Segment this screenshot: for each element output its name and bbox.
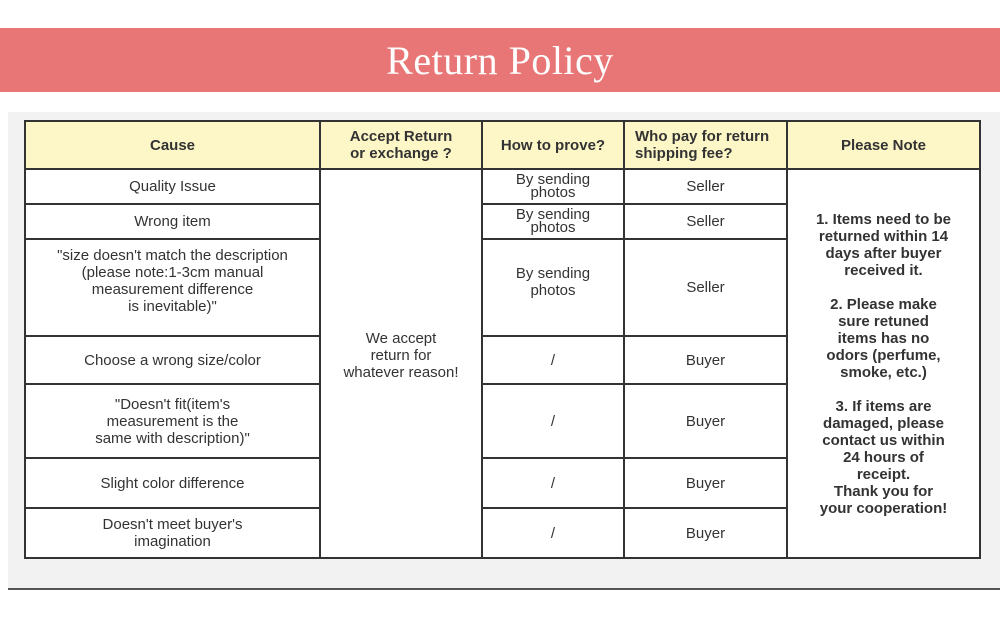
prove-cell: / [482, 508, 624, 558]
prove-cell [482, 239, 624, 336]
page-title: Return Policy [386, 37, 614, 83]
prove-cell: / [482, 384, 624, 458]
table-row [25, 169, 980, 204]
prove-text: By sending photos [515, 170, 591, 201]
cause-cell: Doesn't meet buyer's imagination [25, 508, 320, 558]
who-pays-cell: Buyer [624, 336, 787, 384]
cause-cell: Choose a wrong size/color [25, 336, 320, 384]
accept-cell [320, 169, 482, 558]
header-accept: Accept Return or exchange ? [320, 121, 482, 169]
return-policy-table [24, 120, 981, 559]
title-banner [0, 28, 1000, 92]
header-row [25, 121, 980, 169]
who-pays-cell: Seller [624, 239, 787, 336]
header-cause: Cause [25, 121, 320, 169]
cause-cell: Slight color difference [25, 458, 320, 508]
cause-cell: "size doesn't match the description (please note:1-3cm manual measurement difference is inevitable)" [25, 239, 320, 336]
prove-cell [482, 169, 624, 204]
prove-cell [482, 204, 624, 239]
prove-text: By sending photos [515, 264, 591, 299]
who-pays-cell: Seller [624, 169, 787, 204]
prove-cell: / [482, 336, 624, 384]
who-pays-cell: Buyer [624, 384, 787, 458]
who-pays-cell: Buyer [624, 508, 787, 558]
note-cell: 1. Items need to be returned within 14 days after buyer received it. 2. Please make sure retuned items has no odors (perfume, smoke, etc.) 3. If items are damaged, please contact us within 24 hours of receipt. Thank you for your cooperation! [787, 169, 980, 558]
cause-cell: "Doesn't fit(item's measurement is the same with description)" [25, 384, 320, 458]
who-pays-cell: Seller [624, 204, 787, 239]
header-note: Please Note [787, 121, 980, 169]
prove-cell: / [482, 458, 624, 508]
header-prove: How to prove? [482, 121, 624, 169]
header-who-pays: Who pay for return shipping fee? [624, 121, 787, 169]
accept-text: We accept return for whatever reason! [343, 330, 459, 381]
cause-cell: Quality Issue [25, 169, 320, 204]
who-pays-cell: Buyer [624, 458, 787, 508]
cause-cell: Wrong item [25, 204, 320, 239]
prove-text: By sending photos [515, 205, 591, 236]
